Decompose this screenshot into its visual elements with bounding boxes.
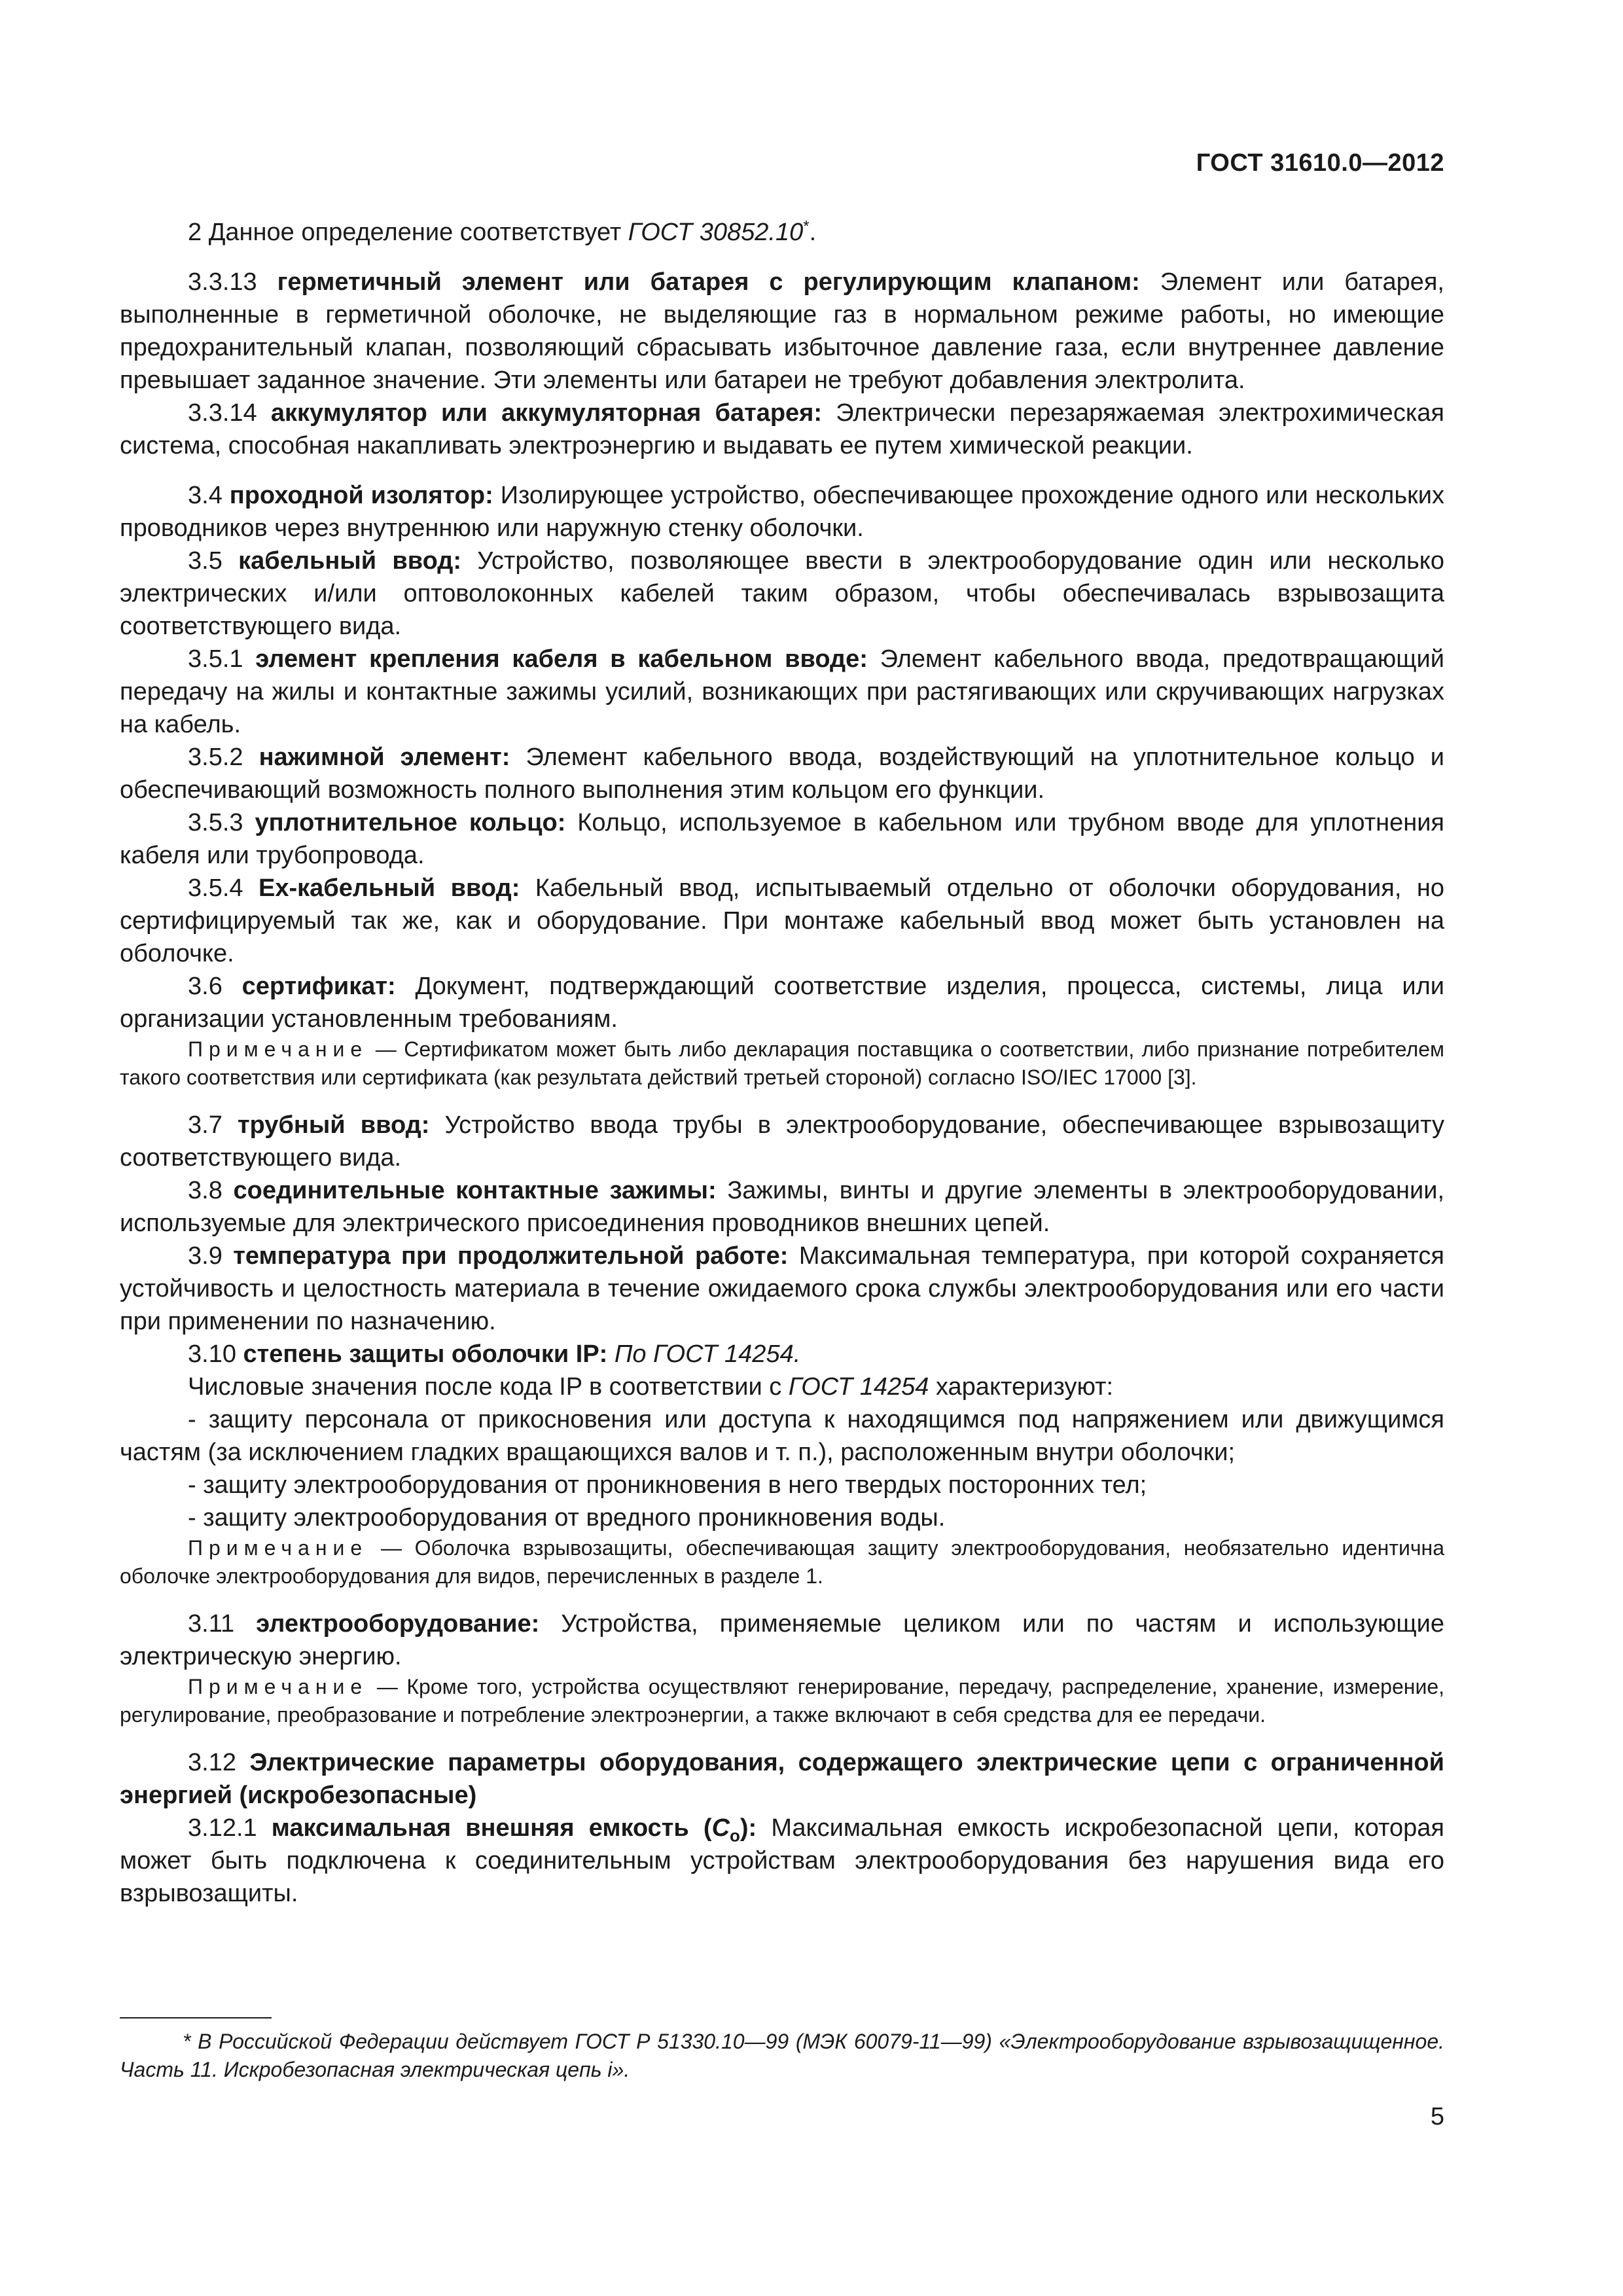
clause-3-6: 3.6 сертификат: Документ, подтверждающий соответствие изделия, процесса, системы, лица или организации установленным требованиям. [120, 973, 1444, 1033]
note-definition-source: 2 Данное определение соответствует ГОСТ 30852.10*. [188, 217, 817, 246]
clause-3-3-13: 3.3.13 герметичный элемент или батарея с регулирующим клапаном: Элемент или батарея, выполненные в герметичной оболочке, не выделяющие газ в нормальном режиме работы, но имеющие предохранительный клапан, позволяющий сбрасывать избыточное давление газа, если внутреннее давление превышает заданное значение. Эти элементы или батареи не требуют добавления электролита. [120, 268, 1444, 394]
term: сертификат: [241, 973, 396, 1000]
note-3-6: Примечание — Сертификатом может быть либо декларация поставщика о соответствии, либо признание потребителем такого соответствия или сертификата (как результата действий третьей стороной) согласно ISO/IEC 17000 [3]. [120, 1037, 1444, 1089]
footnote: * В Российской Федерации действует ГОСТ Р 51330.10—99 (МЭК 60079-11—99) «Электрооборудование взрывозащищенное. Часть 11. Искробезопасная электрическая цепь i». [120, 2030, 1444, 2081]
clause-3-7: 3.7 трубный ввод: Устройство ввода трубы в электрооборудование, обеспечивающее взрывозащиту соответствующего вида. [120, 1111, 1444, 1172]
clause-3-5-3: 3.5.3 уплотнительное кольцо: Кольцо, используемое в кабельном или трубном вводе для уплотнения кабеля или трубопровода. [120, 809, 1444, 869]
list-item: - защиту электрооборудования от вредного проникновения воды. [188, 1504, 946, 1532]
clause-3-9: 3.9 температура при продолжительной работе: Максимальная температура, при которой сохраняется устойчивость и целостность материала в течение ожидаемого срока службы электрооборудования или его части при применении по назначению. [120, 1242, 1444, 1335]
clause-3-5: 3.5 кабельный ввод: Устройство, позволяющее ввести в электрооборудование один или несколько электрических и/или оптоволоконных кабелей таким образом, чтобы обеспечивалась взрывозащита соответствующего вида. [120, 547, 1444, 640]
clause-3-12-1: 3.12.1 максимальная внешняя емкость $(C_o)$: Максимальная емкость искробезопасной цепи, которая может быть подключена к соединительным устройствам электрооборудования без нарушения вида его взрывозащиты. [120, 1814, 1444, 1907]
document-code: ГОСТ 31610.0—2012 [1196, 149, 1444, 177]
term: кабельный ввод: [238, 547, 462, 575]
note-label: Примечание [188, 1037, 368, 1061]
clause-3-10-text: Числовые значения после кода IP в соответствии с ГОСТ 14254 характеризуют: [188, 1373, 1114, 1401]
clause-3-5-2: 3.5.2 нажимной элемент: Элемент кабельного ввода, воздействующий на уплотнительное кольцо и обеспечивающий возможность полного выполнения этим кольцом его функции. [120, 744, 1445, 804]
list-item: - защиту электрооборудования от проникновения в него твердых посторонних тел; [188, 1471, 1147, 1499]
clause-3-11: 3.11 электрооборудование: Устройства, применяемые целиком или по частям и использующие электрическую энергию. [120, 1610, 1444, 1670]
term: нажимной элемент: [259, 744, 510, 771]
standard-reference: ГОСТ 14254 [788, 1373, 929, 1401]
section-title: Электрические параметры оборудования, содержащего электрические цепи с ограниченной энергией (искробезопасные) [120, 1749, 1444, 1809]
term: соединительные контактные зажимы: [233, 1177, 717, 1204]
clause-3-8: 3.8 соединительные контактные зажимы: Зажимы, винты и другие элементы в электрооборудовании, используемые для электрического присоединения проводников внешних цепей. [120, 1177, 1445, 1237]
list-item: - защиту персонала от прикосновения или доступа к находящимся под напряжением или движущимся частям (за исключением гладких вращающихся валов и т. п.), расположенным внутри оболочки; [120, 1406, 1444, 1466]
note-label: Примечание [188, 1675, 368, 1698]
term: уплотнительное кольцо: [255, 809, 566, 836]
page-body [120, 216, 1444, 1910]
term: температура при продолжительной работе: [233, 1242, 789, 1270]
page-number: 5 [1430, 2103, 1444, 2130]
clause-3-3-14: 3.3.14 аккумулятор или аккумуляторная батарея: Электрически перезаряжаемая электрохимическая система, способная накапливать электроэнергию и выдавать ее путем химической реакции. [120, 399, 1444, 459]
term: элемент крепления кабеля в кабельном вводе: [255, 645, 868, 673]
note-3-10: Примечание — Оболочка взрывозащиты, обеспечивающая защиту электрооборудования, необязательно идентична оболочке электрооборудования для видов, перечисленных в разделе 1. [120, 1536, 1444, 1588]
term: степень защиты оболочки IP: [243, 1340, 608, 1368]
term: проходной изолятор: [229, 482, 493, 509]
term: трубный ввод: [237, 1111, 430, 1139]
clause-3-5-1: 3.5.1 элемент крепления кабеля в кабельном вводе: Элемент кабельного ввода, предотвращающий передачу на жилы и контактные зажимы усилий, возникающих при растягивающих или скручивающих нагрузках на кабель. [120, 645, 1445, 738]
term: аккумулятор или аккумуляторная батарея: [270, 399, 822, 427]
clause-3-4: 3.4 проходной изолятор: Изолирующее устройство, обеспечивающее прохождение одного или нескольких проводников через внутреннюю или наружную стенку оболочки. [120, 482, 1444, 542]
term: герметичный элемент или батарея с регулирующим клапаном: [277, 268, 1140, 296]
term: Ех-кабельный ввод: [259, 874, 520, 902]
note-3-11: Примечание — Кроме того, устройства осуществляют генерирование, передачу, распределение, хранение, измерение, регулирование, преобразование и потребление электроэнергии, а также включают в себя средства для ее передачи. [120, 1675, 1444, 1727]
footnote-separator [120, 2017, 272, 2018]
term: максимальная внешняя емкость $(C_o)$: [271, 1814, 757, 1846]
clause-3-10: 3.10 степень защиты оболочки IP: По ГОСТ 14254. [188, 1340, 801, 1368]
term: электрооборудование: [256, 1610, 540, 1638]
standard-reference: ГОСТ 30852.10 [628, 219, 804, 246]
clause-3-5-4: 3.5.4 Ех-кабельный ввод: Кабельный ввод, испытываемый отдельно от оболочки оборудования, но сертифицируемый так же, как и оборудование. При монтаже кабельный ввод может быть установлен на оболочке. [120, 874, 1444, 967]
note-label: Примечание [188, 1536, 368, 1560]
clause-3-12: 3.12 Электрические параметры оборудования, содержащего электрические цепи с ограниченной энергией (искробезопасные) [120, 1749, 1444, 1809]
